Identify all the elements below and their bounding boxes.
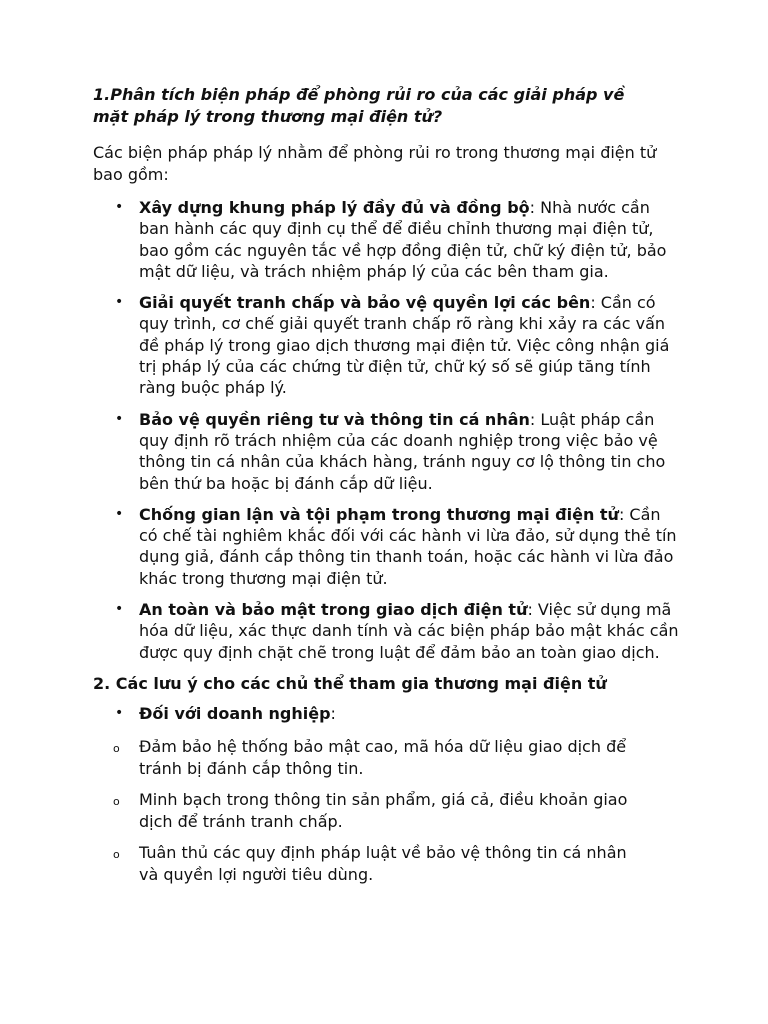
- measures-list: [93, 197, 680, 663]
- item-term: Đối với doanh nghiệp: [139, 703, 331, 723]
- bullet-icon: •: [115, 410, 124, 427]
- item-text: : Cần có chế tài nghiêm khắc đối với các hành vi lừa đảo, sử dụng thẻ tín dụng giả, đánh cắp thông tin thanh toán, hoặc các hành vi lừa đảo khác trong thương mại điện tử.: [139, 504, 677, 588]
- item-term: An toàn và bảo mật trong giao dịch điện tử: [139, 600, 528, 620]
- sub-list-item: [92, 789, 639, 832]
- sub-list-item: [92, 842, 639, 885]
- list-item: [93, 703, 679, 885]
- item-text: : Cần có quy trình, cơ chế giải quyết tranh chấp rõ ràng khi xảy ra các vấn đề pháp lý trong giao dịch thương mại điện tử. Việc công nhận giá trị pháp lý của các chứng từ điện tử, chữ ký số sẽ giúp tăng tính ràng buộc pháp lý.: [139, 293, 670, 398]
- item-text: :: [330, 703, 336, 723]
- list-item: [93, 599, 679, 663]
- intro-paragraph: Các biện pháp pháp lý nhằm để phòng rủi ro trong thương mại điện tử bao gồm:: [93, 143, 657, 184]
- sub-item-text: Minh bạch trong thông tin sản phẩm, giá cả, điều khoản giao dịch để tránh tranh chấp.: [139, 790, 628, 831]
- section-2-heading: 2. Các lưu ý cho các chủ thể tham gia thương mại điện tử: [93, 673, 607, 693]
- sub-list-item: [92, 736, 639, 779]
- list-item: [93, 409, 679, 494]
- bullet-icon: •: [115, 505, 124, 522]
- circle-bullet-icon: o: [113, 795, 120, 809]
- item-term: Giải quyết tranh chấp và bảo vệ quyền lợi các bên: [139, 293, 591, 313]
- list-item: [93, 197, 679, 282]
- bullet-icon: •: [115, 704, 124, 721]
- bullet-icon: •: [115, 294, 124, 311]
- list-item: [93, 504, 679, 589]
- item-text: : Luật pháp cần quy định rõ trách nhiệm của các doanh nghiệp trong việc bảo vệ thông tin cá nhân của khách hàng, tránh nguy cơ lộ thông tin cho bên thứ ba hoặc bị đánh cắp dữ liệu.: [139, 409, 666, 493]
- circle-bullet-icon: o: [113, 848, 120, 862]
- item-term: Xây dựng khung pháp lý đầy đủ và đồng bộ: [139, 198, 530, 217]
- bullet-icon: •: [115, 601, 124, 618]
- item-text: : Nhà nước cần ban hành các quy định cụ thể để điều chỉnh thương mại điện tử, bao gồm các nguyên tắc về hợp đồng điện tử, chữ ký điện tử, bảo mật dữ liệu, và trách nhiệm pháp lý của các bên tham gia.: [139, 198, 667, 281]
- section-1-heading: 1.Phân tích biện pháp để phòng rủi ro của các giải pháp về mặt pháp lý trong thương mại điện tử?: [93, 85, 625, 126]
- sub-item-text: Đảm bảo hệ thống bảo mật cao, mã hóa dữ liệu giao dịch để tránh bị đánh cắp thông tin.: [139, 737, 627, 778]
- item-term: Chống gian lận và tội phạm trong thương mại điện tử: [139, 504, 619, 524]
- item-text: : Việc sử dụng mã hóa dữ liệu, xác thực danh tính và các biện pháp bảo mật khác cần được quy định chặt chẽ trong luật để đảm bảo an toàn giao dịch.: [139, 600, 679, 662]
- item-term: Bảo vệ quyền riêng tư và thông tin cá nhân: [139, 409, 530, 429]
- circle-bullet-icon: o: [113, 742, 120, 756]
- list-item: [93, 292, 679, 398]
- sub-item-text: Tuân thủ các quy định pháp luật về bảo vệ thông tin cá nhân và quyền lợi người tiêu dùng.: [139, 843, 627, 884]
- participants-list: [93, 703, 680, 885]
- business-notes-list: [113, 736, 679, 885]
- bullet-icon: •: [115, 199, 124, 215]
